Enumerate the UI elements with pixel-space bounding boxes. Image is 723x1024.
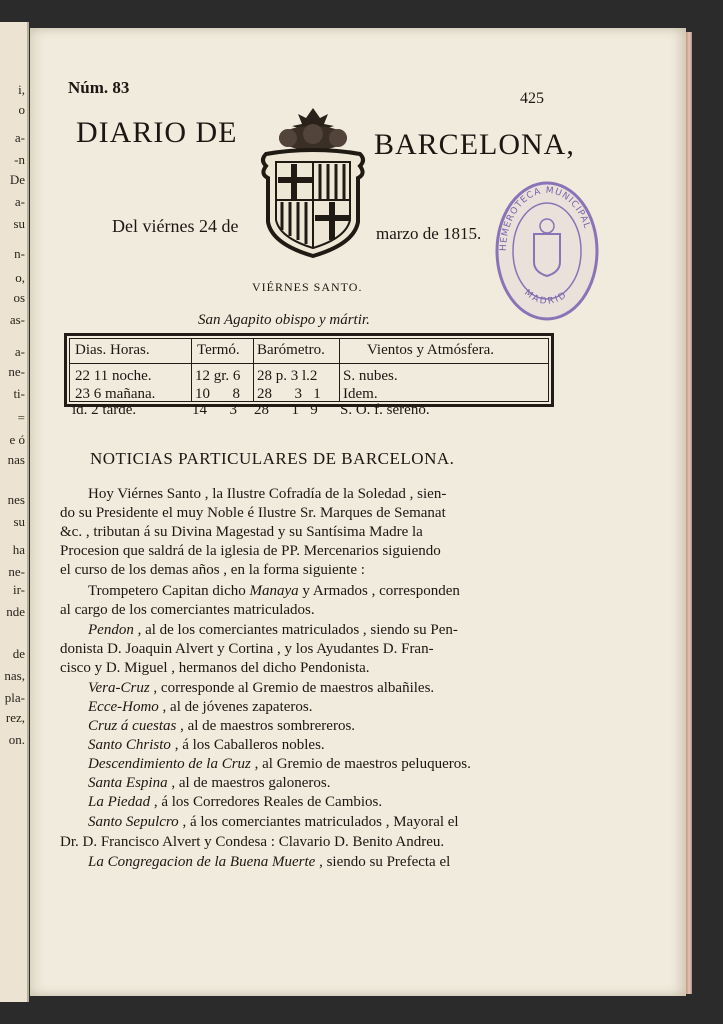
row1-wind: S. nubes. bbox=[343, 368, 398, 384]
body-text: y Armados , corresponden bbox=[298, 583, 460, 599]
left-page-fragment: nde bbox=[6, 604, 25, 619]
header-barometer: Barómetro. bbox=[257, 342, 325, 358]
left-page-fragment: ne- bbox=[8, 364, 25, 379]
body-line bbox=[88, 583, 460, 600]
left-page-fragment: n- bbox=[14, 246, 25, 261]
left-page-fragment: nes bbox=[7, 492, 25, 507]
left-page-fragment: su bbox=[13, 216, 25, 231]
row1-termo: 12 gr. 6 bbox=[195, 368, 241, 384]
body-line: do su Presidente el muy Noble é Ilustre Sr. Marques de Semanat bbox=[60, 505, 446, 521]
body-text: , al de maestros galoneros. bbox=[167, 775, 331, 791]
body-line: al cargo de los comerciantes matriculados. bbox=[60, 602, 315, 618]
saint-of-day: San Agapito obispo y mártir. bbox=[198, 312, 370, 328]
body-italic: Santo Christo bbox=[88, 737, 171, 753]
body-line: Procesion que saldrá de la iglesia de PP. Mercenarios siguiendo bbox=[60, 543, 441, 559]
header-thermometer: Termó. bbox=[197, 342, 240, 358]
header-days-hours: Dias. Horas. bbox=[75, 342, 150, 358]
body-line bbox=[88, 699, 312, 716]
day-subtitle: VIÉRNES SANTO. bbox=[252, 280, 363, 294]
body-line: donista D. Joaquin Alvert y Cortina , y los Ayudantes D. Fran- bbox=[60, 641, 434, 657]
left-page-fragment: os bbox=[13, 290, 25, 305]
newspaper-page bbox=[30, 28, 686, 996]
masthead-right: BARCELONA, bbox=[374, 128, 575, 161]
left-page-fragment: o bbox=[18, 102, 25, 117]
issue-number: Núm. 83 bbox=[68, 78, 130, 97]
page-number: 425 bbox=[520, 90, 544, 107]
weather-table bbox=[64, 333, 554, 407]
row1-dayhour: 22 11 noche. bbox=[75, 368, 152, 384]
body-line bbox=[88, 680, 434, 697]
date-left: Del viérnes 24 de bbox=[112, 216, 239, 236]
body-italic: Descendimiento de la Cruz bbox=[88, 756, 251, 772]
body-line: el curso de los demas años , en la forma siguiente : bbox=[60, 562, 365, 578]
left-page-fragment: a- bbox=[14, 344, 25, 359]
left-page-fragment: a- bbox=[14, 130, 25, 145]
body-italic: Manaya bbox=[249, 583, 299, 599]
body-italic: Pendon bbox=[88, 622, 134, 638]
row3-dayhour: id. 2 tarde. bbox=[72, 402, 137, 418]
body-line bbox=[88, 756, 471, 773]
left-page-fragment: rez, bbox=[5, 710, 25, 725]
left-page-fragment: de bbox=[12, 646, 25, 661]
body-line bbox=[88, 854, 450, 871]
left-page-fragment: e ó bbox=[9, 432, 25, 447]
left-page-fragment: ir- bbox=[12, 582, 25, 597]
row2-wind: Idem. bbox=[343, 386, 378, 402]
coat-of-arms-emblem bbox=[258, 104, 368, 262]
left-page-fragment: = bbox=[17, 410, 25, 425]
body-italic: La Piedad bbox=[88, 794, 151, 810]
previous-page-edge bbox=[0, 22, 29, 1002]
body-line bbox=[88, 622, 458, 639]
row3-wind: S. O. f. sereno. bbox=[340, 402, 430, 418]
left-page-fragment: ne- bbox=[8, 564, 25, 579]
body-text: , al de los comerciantes matriculados , siendo su Pen- bbox=[133, 622, 458, 638]
body-line: cisco y D. Miguel , hermanos del dicho Pendonista. bbox=[60, 660, 370, 676]
left-page-fragment: su bbox=[13, 514, 25, 529]
body-text: , á los comerciantes matriculados , Mayoral el bbox=[178, 814, 459, 830]
row3-baro: 28 1 9 bbox=[254, 402, 318, 418]
body-line bbox=[88, 718, 355, 735]
left-page-fragment: pla- bbox=[4, 690, 25, 705]
left-page-fragment: nas bbox=[7, 452, 25, 467]
body-text: , al de maestros sombrereros. bbox=[176, 718, 356, 734]
body-italic: Santa Espina bbox=[88, 775, 168, 791]
body-italic: Cruz á cuestas bbox=[88, 718, 177, 734]
body-line bbox=[88, 814, 459, 831]
library-stamp-seal bbox=[492, 176, 602, 326]
date-right: marzo de 1815. bbox=[376, 224, 482, 243]
body-line bbox=[88, 737, 325, 754]
left-page-fragment: on. bbox=[8, 732, 25, 747]
body-line: &c. , tributan á su Divina Magestad y su Santísima Madre la bbox=[60, 524, 423, 540]
section-title: NOTICIAS PARTICULARES DE BARCELONA. bbox=[90, 449, 455, 468]
body-text: , al Gremio de maestros peluqueros. bbox=[250, 756, 471, 772]
row2-termo: 10 8 bbox=[195, 386, 240, 402]
body-line: Dr. D. Francisco Alvert y Condesa : Clavario D. Benito Andreu. bbox=[60, 834, 445, 850]
body-text: , á los Caballeros nobles. bbox=[170, 737, 325, 753]
body-italic: Santo Sepulcro bbox=[88, 814, 179, 830]
left-page-fragment: nas, bbox=[4, 668, 25, 683]
left-page-fragment: as- bbox=[9, 312, 25, 327]
body-italic: Ecce-Homo bbox=[88, 699, 159, 715]
left-page-fragment: o, bbox=[15, 270, 25, 285]
header-winds: Vientos y Atmósfera. bbox=[367, 342, 494, 358]
row3-termo: 14 3 bbox=[192, 402, 237, 418]
body-italic: La Congregacion de la Buena Muerte bbox=[88, 854, 316, 870]
left-page-fragment: ti- bbox=[13, 386, 25, 401]
stamp-text-bottom: MADRID bbox=[522, 288, 570, 307]
row1-baro: 28 p. 3 l.2 bbox=[257, 368, 318, 384]
body-text: , corresponde al Gremio de maestros albañiles. bbox=[149, 680, 435, 696]
left-page-fragment: i, bbox=[18, 82, 25, 97]
body-line bbox=[88, 794, 382, 811]
body-line: Hoy Viérnes Santo , la Ilustre Cofradía de la Soledad , sien- bbox=[88, 486, 447, 502]
row2-dayhour: 23 6 mañana. bbox=[75, 386, 156, 402]
left-page-fragment: -n bbox=[14, 152, 25, 167]
left-page-fragment: De bbox=[9, 172, 25, 187]
body-italic: Vera-Cruz bbox=[88, 680, 150, 696]
body-text: , á los Corredores Reales de Cambios. bbox=[150, 794, 383, 810]
masthead-left: DIARIO DE bbox=[76, 116, 238, 149]
row2-baro: 28 3 1 bbox=[257, 386, 321, 402]
left-page-fragment: a- bbox=[14, 194, 25, 209]
body-text: , siendo su Prefecta el bbox=[315, 854, 451, 870]
stamp-text-top: HEMEROTECA MUNICIPAL bbox=[498, 185, 592, 252]
body-text: , al de jóvenes zapateros. bbox=[158, 699, 313, 715]
left-page-fragment: ha bbox=[12, 542, 25, 557]
body-line bbox=[88, 775, 330, 792]
body-text: Trompetero Capitan dicho bbox=[88, 583, 250, 599]
